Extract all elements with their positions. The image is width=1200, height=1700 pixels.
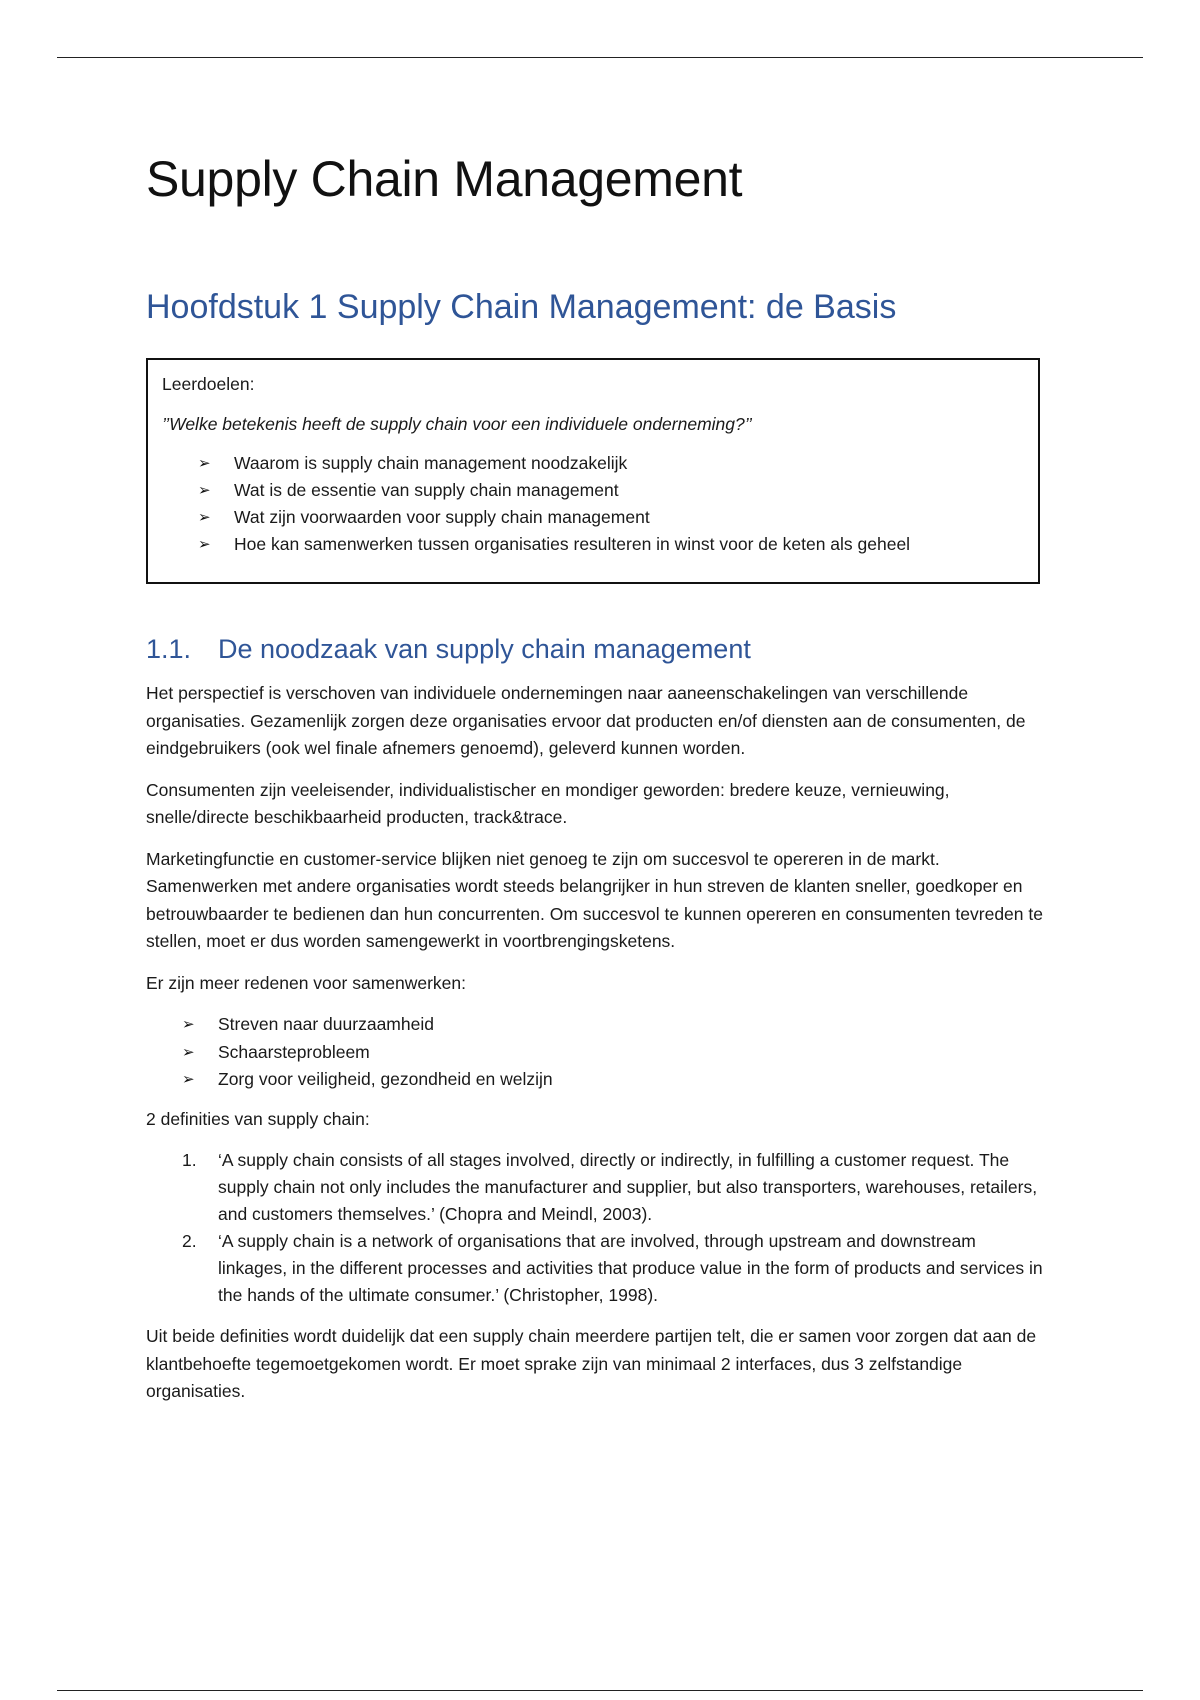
- header-rule: [57, 57, 1143, 58]
- paragraph: Het perspectief is verschoven van individuele ondernemingen naar aaneenschakelingen van verschillende organisaties. Gezamenlijk zorgen deze organisaties ervoor dat producten en/of diensten aan de consumenten, de eindgebruikers (ook wel finale afnemers genoemd), geleverd kunnen worden.: [146, 683, 1026, 758]
- definition-number: 1.: [182, 1150, 197, 1170]
- section-number: 1.1.: [146, 634, 192, 664]
- definition-number: 2.: [182, 1231, 197, 1251]
- definition-text: ‘A supply chain is a network of organisations that are involved, through upstream and downstream linkages, in the different processes and activities that produce value in the form of products and services in the hands of the ultimate consumer.’ (Christopher, 1998).: [218, 1231, 1043, 1305]
- list-item-text: Hoe kan samenwerken tussen organisaties resulteren in winst voor de keten als geheel: [234, 534, 911, 554]
- arrow-bullet-icon: ➢: [198, 482, 211, 499]
- learning-goals-label: Leerdoelen:: [162, 374, 255, 394]
- paragraph: Er zijn meer redenen voor samenwerken:: [146, 972, 467, 993]
- footer-rule: [57, 1690, 1143, 1691]
- section-body: [146, 680, 1046, 1420]
- list-item-text: Wat zijn voorwaarden voor supply chain management: [234, 507, 650, 527]
- list-item-text: Schaarsteprobleem: [218, 1041, 370, 1062]
- list-item: [182, 1147, 1046, 1228]
- list-item: [182, 1228, 1046, 1309]
- arrow-bullet-icon: ➢: [182, 1016, 195, 1033]
- section-title: De noodzaak van supply chain management: [218, 634, 751, 664]
- list-item: [182, 1039, 1046, 1067]
- arrow-bullet-icon: ➢: [198, 536, 211, 553]
- list-item: [182, 1011, 1046, 1039]
- list-item: [198, 477, 1024, 504]
- definitions-list: [146, 1147, 1046, 1309]
- paragraph: Consumenten zijn veeleisender, individualistischer en mondiger geworden: bredere keuze, vernieuwing, snelle/directe beschikbaarheid producten, track&trace.: [146, 779, 950, 827]
- learning-goals-box: [146, 358, 1040, 584]
- arrow-bullet-icon: ➢: [182, 1043, 195, 1061]
- definition-text: ‘A supply chain consists of all stages involved, directly or indirectly, in fulfilling a customer request. The supply chain not only includes the manufacturer and supplier, but also transporters, warehouses, retailers, and customers themselves.’ (Chopra and Meindl, 2003).: [218, 1150, 1038, 1224]
- list-item-text: Waarom is supply chain management noodzakelijk: [234, 453, 628, 473]
- list-item-text: Zorg voor veiligheid, gezondheid en welzijn: [218, 1069, 553, 1089]
- reasons-list: [146, 1011, 1046, 1094]
- arrow-bullet-icon: ➢: [182, 1071, 195, 1088]
- definitions-intro: 2 definities van supply chain:: [146, 1108, 370, 1129]
- learning-goals-question: ’’Welke betekenis heeft de supply chain voor een individuele onderneming?’’: [162, 414, 752, 434]
- document-title: Supply Chain Management: [146, 151, 743, 207]
- list-item: [198, 504, 1024, 531]
- list-item: [198, 531, 1024, 558]
- arrow-bullet-icon: ➢: [198, 455, 211, 472]
- list-item: [182, 1066, 1046, 1094]
- conclusion-paragraph: Uit beide definities wordt duidelijk dat een supply chain meerdere partijen telt, die er samen voor zorgen dat aan de klantbehoefte tegemoetgekomen wordt. Er moet sprake zijn van minimaal 2 interfaces, dus 3 zelfstandige organisaties.: [146, 1326, 1037, 1401]
- paragraph: Marketingfunctie en customer-service blijken niet genoeg te zijn om succesvol te opereren in de markt. Samenwerken met andere organisaties wordt steeds belangrijker in hun streven de klanten sneller, goedkoper en betrouwbaarder te bedienen dan hun concurrenten. Om succesvol te kunnen opereren en consumenten tevreden te stellen, moet er dus worden samengewerkt in voortbrengingsketens.: [146, 848, 1043, 951]
- list-item-text: Wat is de essentie van supply chain management: [234, 480, 619, 500]
- list-item-text: Streven naar duurzaamheid: [218, 1014, 434, 1034]
- arrow-bullet-icon: ➢: [198, 509, 211, 526]
- learning-goals-list: [162, 450, 1024, 558]
- section-heading: [146, 634, 751, 665]
- chapter-heading: Hoofdstuk 1 Supply Chain Management: de Basis: [146, 288, 897, 326]
- list-item: [198, 450, 1024, 477]
